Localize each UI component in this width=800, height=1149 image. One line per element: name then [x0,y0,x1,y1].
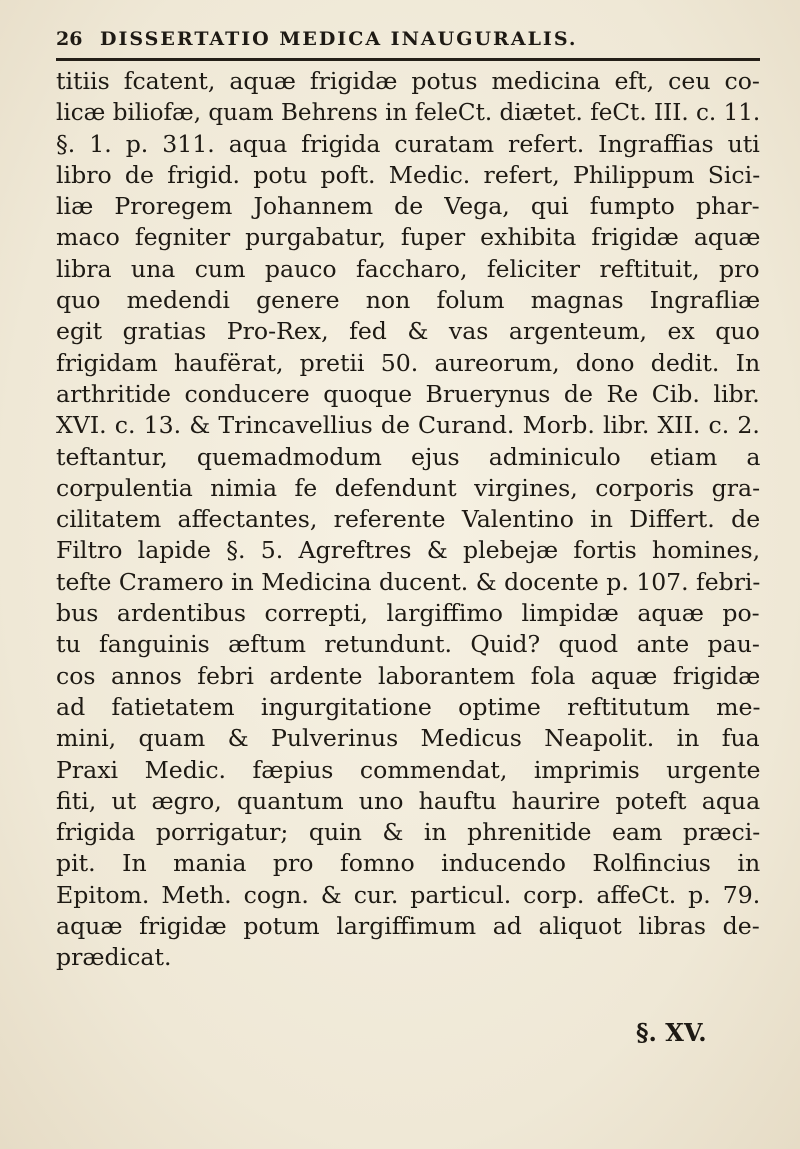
running-title: DISSERTATIO MEDICA INAUGURALIS. [100,28,578,50]
text-line: Epitom. Meth. cogn. & cur. particul. corp. affeCt. p. 79. [56,880,761,909]
header-rule [56,58,760,61]
text-line: mini, quam & Pulverinus Medicus Neapolit. in fua [56,724,760,753]
text-line: cilitatem affectantes, referente Valentino in Differt. de [56,505,761,534]
text-line: fiti, ut ægro, quantum uno hauftu haurire poteft aqua [56,786,761,815]
text-line: Filtro lapide §. 5. Agreftres & plebejæ fortis homines, [56,536,761,565]
text-line: libra una cum pauco faccharo, feliciter reftituit, pro [56,254,760,283]
text-line: cos annos febri ardente laborantem fola aquæ frigidæ [56,661,761,690]
text-line: tu fanguinis æftum retundunt. Quid? quod ante pau- [56,630,760,659]
text-line: tefte Cramero in Medicina ducent. & docente p. 107. febri- [56,567,761,596]
text-line: arthritide conducere quoque Bruerynus de Re Cib. libr. [56,379,760,408]
body-text [56,66,760,974]
text-line: ad fatietatem ingurgitatione optime reftitutum me- [56,692,761,721]
text-line: maco fegniter purgabatur, fuper exhibita frigidæ aquæ [56,223,761,252]
text-line: liæ Proregem Johannem de Vega, qui fumpto phar- [56,192,760,221]
text-line: libro de frigid. potu poft. Medic. refert, Philippum Sici- [56,160,761,189]
text-line: frigida porrigatur; quin & in phrenitide eam præci- [56,818,761,847]
text-line: licæ biliofæ, quam Behrens in feleCt. diætet. feCt. III. c. 11. [56,98,761,127]
catchword: §. XV. [636,1018,707,1047]
page-header [56,28,756,58]
text-line: corpulentia nimia fe defendunt virgines, corporis gra- [56,473,761,502]
text-line: bus ardentibus correpti, largiffimo limpidæ aquæ po- [56,599,760,628]
text-line: pit. In mania pro fomno inducendo Rolfincius in [56,849,761,878]
text-line: Praxi Medic. fæpius commendat, imprimis urgente [56,755,761,784]
text-line: quo medendi genere non folum magnas Ingrafliæ [56,286,761,315]
text-line: titiis fcatent, aquæ frigidæ potus medicina eft, ceu co- [56,67,760,95]
page-number: 26 [56,28,83,50]
text-line: XVI. c. 13. & Trincavellius de Curand. Morb. libr. XII. c. 2. [56,411,760,440]
text-line: §. 1. p. 311. aqua frigida curatam refert. Ingraffias uti [56,129,760,158]
text-line: egit gratias Pro-Rex, fed & vas argenteum, ex quo [56,317,760,346]
text-line: prædicat. [56,943,172,972]
text-line: frigidam haufërat, pretii 50. aureorum, dono dedit. In [56,348,761,377]
text-line: aquæ frigidæ potum largiffimum ad aliquot libras de- [56,912,760,941]
text-line: teftantur, quemadmodum ejus adminiculo etiam a [56,442,761,471]
